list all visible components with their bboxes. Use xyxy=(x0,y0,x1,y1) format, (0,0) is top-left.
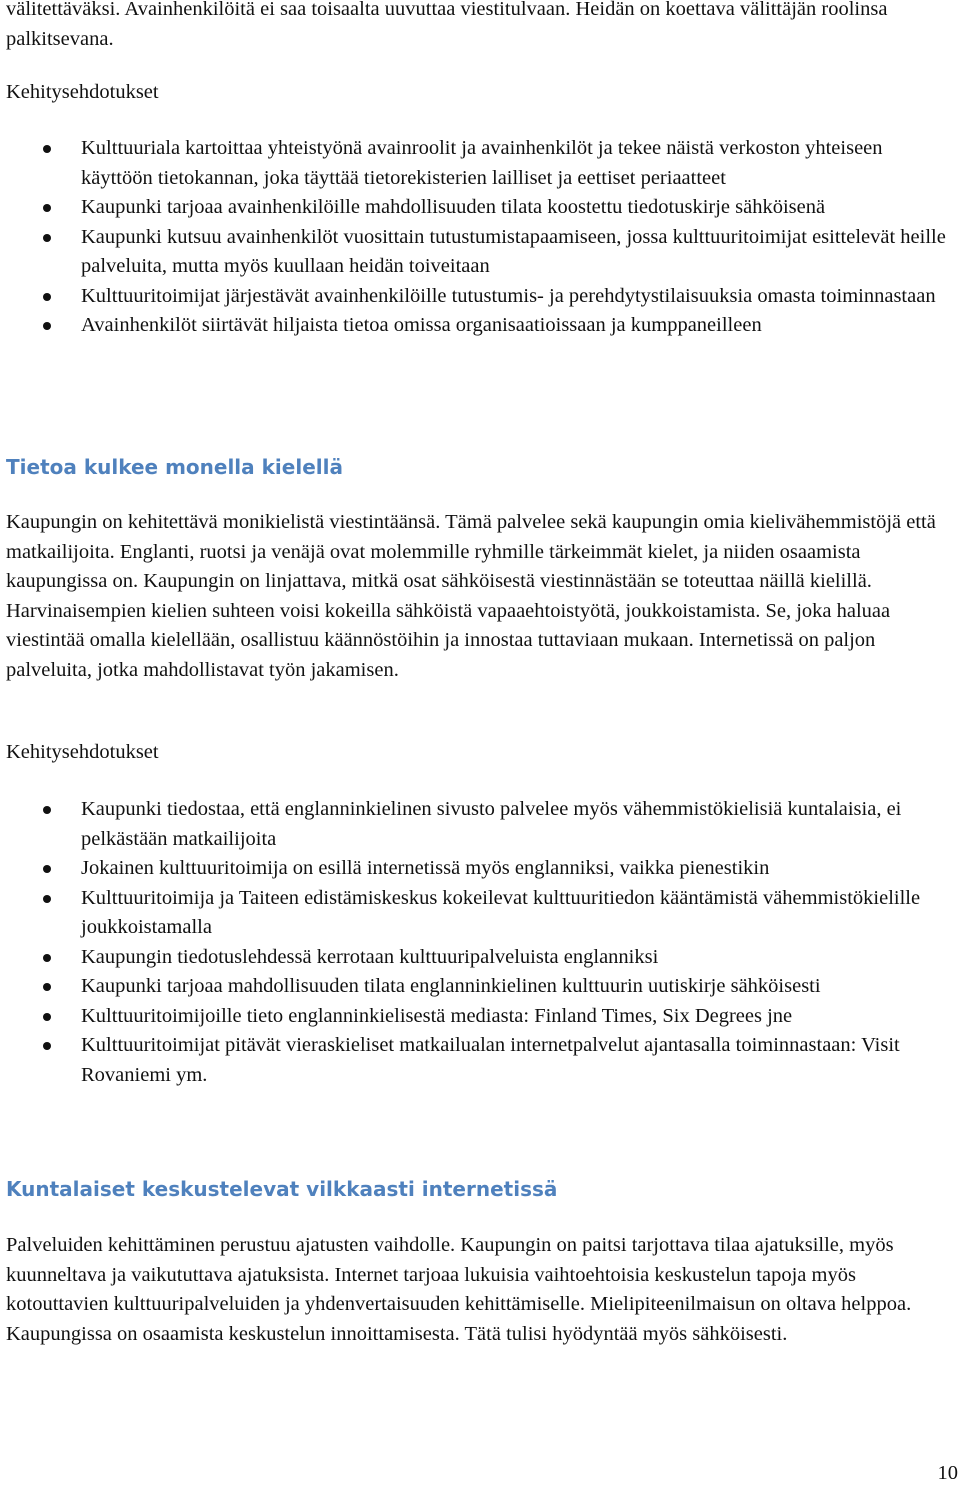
bullet-icon xyxy=(43,204,51,212)
list-item-text: Kulttuuritoimija ja Taiteen edistämiskeskus kokeilevat kulttuuritiedon kääntämistä vähemmistökielille joukkoistamalla xyxy=(81,886,921,938)
bullet-icon xyxy=(43,983,51,991)
list-item xyxy=(0,1031,960,1090)
list-item-text: Kaupunki tarjoaa mahdollisuuden tilata englanninkielinen kulttuurin uutiskirje sähköisesti xyxy=(81,975,821,997)
list-item xyxy=(0,972,960,1002)
section3-heading: Kuntalaiset keskustelevat vilkkaasti internetissä xyxy=(6,1177,558,1201)
list-item-text: Kulttuuriala kartoittaa yhteistyönä avainroolit ja avainhenkilöt ja tekee näistä verkoston yhteiseen käyttöön tietokannan, joka täyttää tietorekisterien lailliset ja eettiset periaatteet xyxy=(81,137,883,189)
section3-paragraph: Palveluiden kehittäminen perustuu ajatusten vaihdolle. Kaupungin on paitsi tarjottava tilaa ajatuksille, myös kuunneltava ja vaikututtava ajatuksista. Internet tarjoaa lukuisia vaihtoehtoisia keskustelun tapoja myös kotouttavien kulttuuripalveluiden ja yhdenvertaisuuden kehittämiselle. Mielipiteenilmaisun on oltava helppoa. Kaupungissa on osaamista keskustelun innoittamisesta. Tätä tulisi hyödyntää myös sähköisesti. xyxy=(6,1234,912,1345)
list-item xyxy=(0,854,960,884)
bullet-icon xyxy=(43,806,51,814)
list-item xyxy=(0,223,960,282)
list-item-text: Kaupungin tiedotuslehdessä kerrotaan kulttuuripalveluista englanniksi xyxy=(81,945,659,968)
page-number: 10 xyxy=(937,1462,958,1484)
section1-suggestions-label: Kehitysehdotukset xyxy=(6,81,159,103)
list-item-text: Kaupunki tarjoaa avainhenkilöille mahdollisuuden tilata koostettu tiedotuskirje sähköisenä xyxy=(81,196,826,218)
bullet-icon xyxy=(43,1013,51,1021)
section2-paragraph: Kaupungin on kehitettävä monikielistä viestintäänsä. Tämä palvelee sekä kaupungin omia kielivähemmistöjä että matkailijoita. Englanti, ruotsi ja venäjä ovat molemmille ryhmille tärkeimmät kielet, ja niiden osaamista kaupungissa on. Kaupungin on linjattava, mitkä osat sähköisestä viestinnästään se toteuttaa näillä kielillä. Harvinaisempien kielien suhteen voisi kokeilla sähköistä vapaaehtoistyötä, joukkoistamista. Se, joka haluaa viestintää omalla kielellään, osallistuu käännöstöihin ja innostaa tuttaviaan mukaan. Internetissä on paljon palveluita, jotka mahdollistavat työn jakamisen. xyxy=(6,511,936,681)
list-item xyxy=(0,311,960,341)
list-item-text: Avainhenkilöt siirtävät hiljaista tietoa omissa organisaatioissaan ja kumppaneilleen xyxy=(81,314,762,336)
bullet-icon xyxy=(43,954,51,962)
bullet-icon xyxy=(43,1042,51,1050)
section2-suggestions-list xyxy=(0,795,960,1090)
section1-suggestions-list xyxy=(0,134,960,341)
bullet-icon xyxy=(43,865,51,873)
section1-suggestions-label-block xyxy=(6,78,960,108)
list-item-text: Jokainen kulttuuritoimija on esillä internetissä myös englanniksi, vaikka pienestikin xyxy=(81,857,770,879)
list-item xyxy=(0,884,960,943)
bullet-icon xyxy=(43,895,51,903)
intro-paragraph: välitettäväksi. Avainhenkilöitä ei saa toisaalta uuvuttaa viestitulvaan. Heidän on koettava välittäjän roolinsa palkitsevana. xyxy=(6,0,888,50)
list-item-text: Kulttuuritoimijat pitävät vieraskieliset matkailualan internetpalvelut ajantasalla toiminnastaan: Visit Rovaniemi ym. xyxy=(81,1034,900,1086)
list-item xyxy=(0,943,960,973)
list-item xyxy=(0,795,960,854)
list-item-text: Kaupunki kutsuu avainhenkilöt vuosittain tutustumistapaamiseen, jossa kulttuuritoimijat esittelevät heille palveluita, mutta myös kuullaan heidän toiveitaan xyxy=(81,225,946,277)
bullet-icon xyxy=(43,234,51,242)
section3-paragraph-block xyxy=(6,1231,960,1349)
section2-suggestions-label-block xyxy=(6,738,960,768)
bullet-icon xyxy=(43,322,51,330)
list-item xyxy=(0,134,960,193)
list-item xyxy=(0,1002,960,1032)
bullet-icon xyxy=(43,293,51,301)
list-item-text: Kulttuuritoimijat järjestävät avainhenkilöille tutustumis- ja perehdytystilaisuuksia omasta toiminnastaan xyxy=(81,284,936,307)
list-item xyxy=(0,193,960,223)
section2-heading: Tietoa kulkee monella kielellä xyxy=(6,455,343,479)
section2-paragraph-block xyxy=(6,508,960,685)
list-item xyxy=(0,282,960,312)
section2-suggestions-label: Kehitysehdotukset xyxy=(6,741,159,763)
list-item-text: Kulttuuritoimijoille tieto englanninkielisestä mediasta: Finland Times, Six Degrees jne xyxy=(81,1004,793,1027)
list-item-text: Kaupunki tiedostaa, että englanninkielinen sivusto palvelee myös vähemmistökielisiä kuntalaisia, ei pelkästään matkailijoita xyxy=(81,798,902,850)
bullet-icon xyxy=(43,145,51,153)
intro-paragraph-block xyxy=(6,0,960,54)
